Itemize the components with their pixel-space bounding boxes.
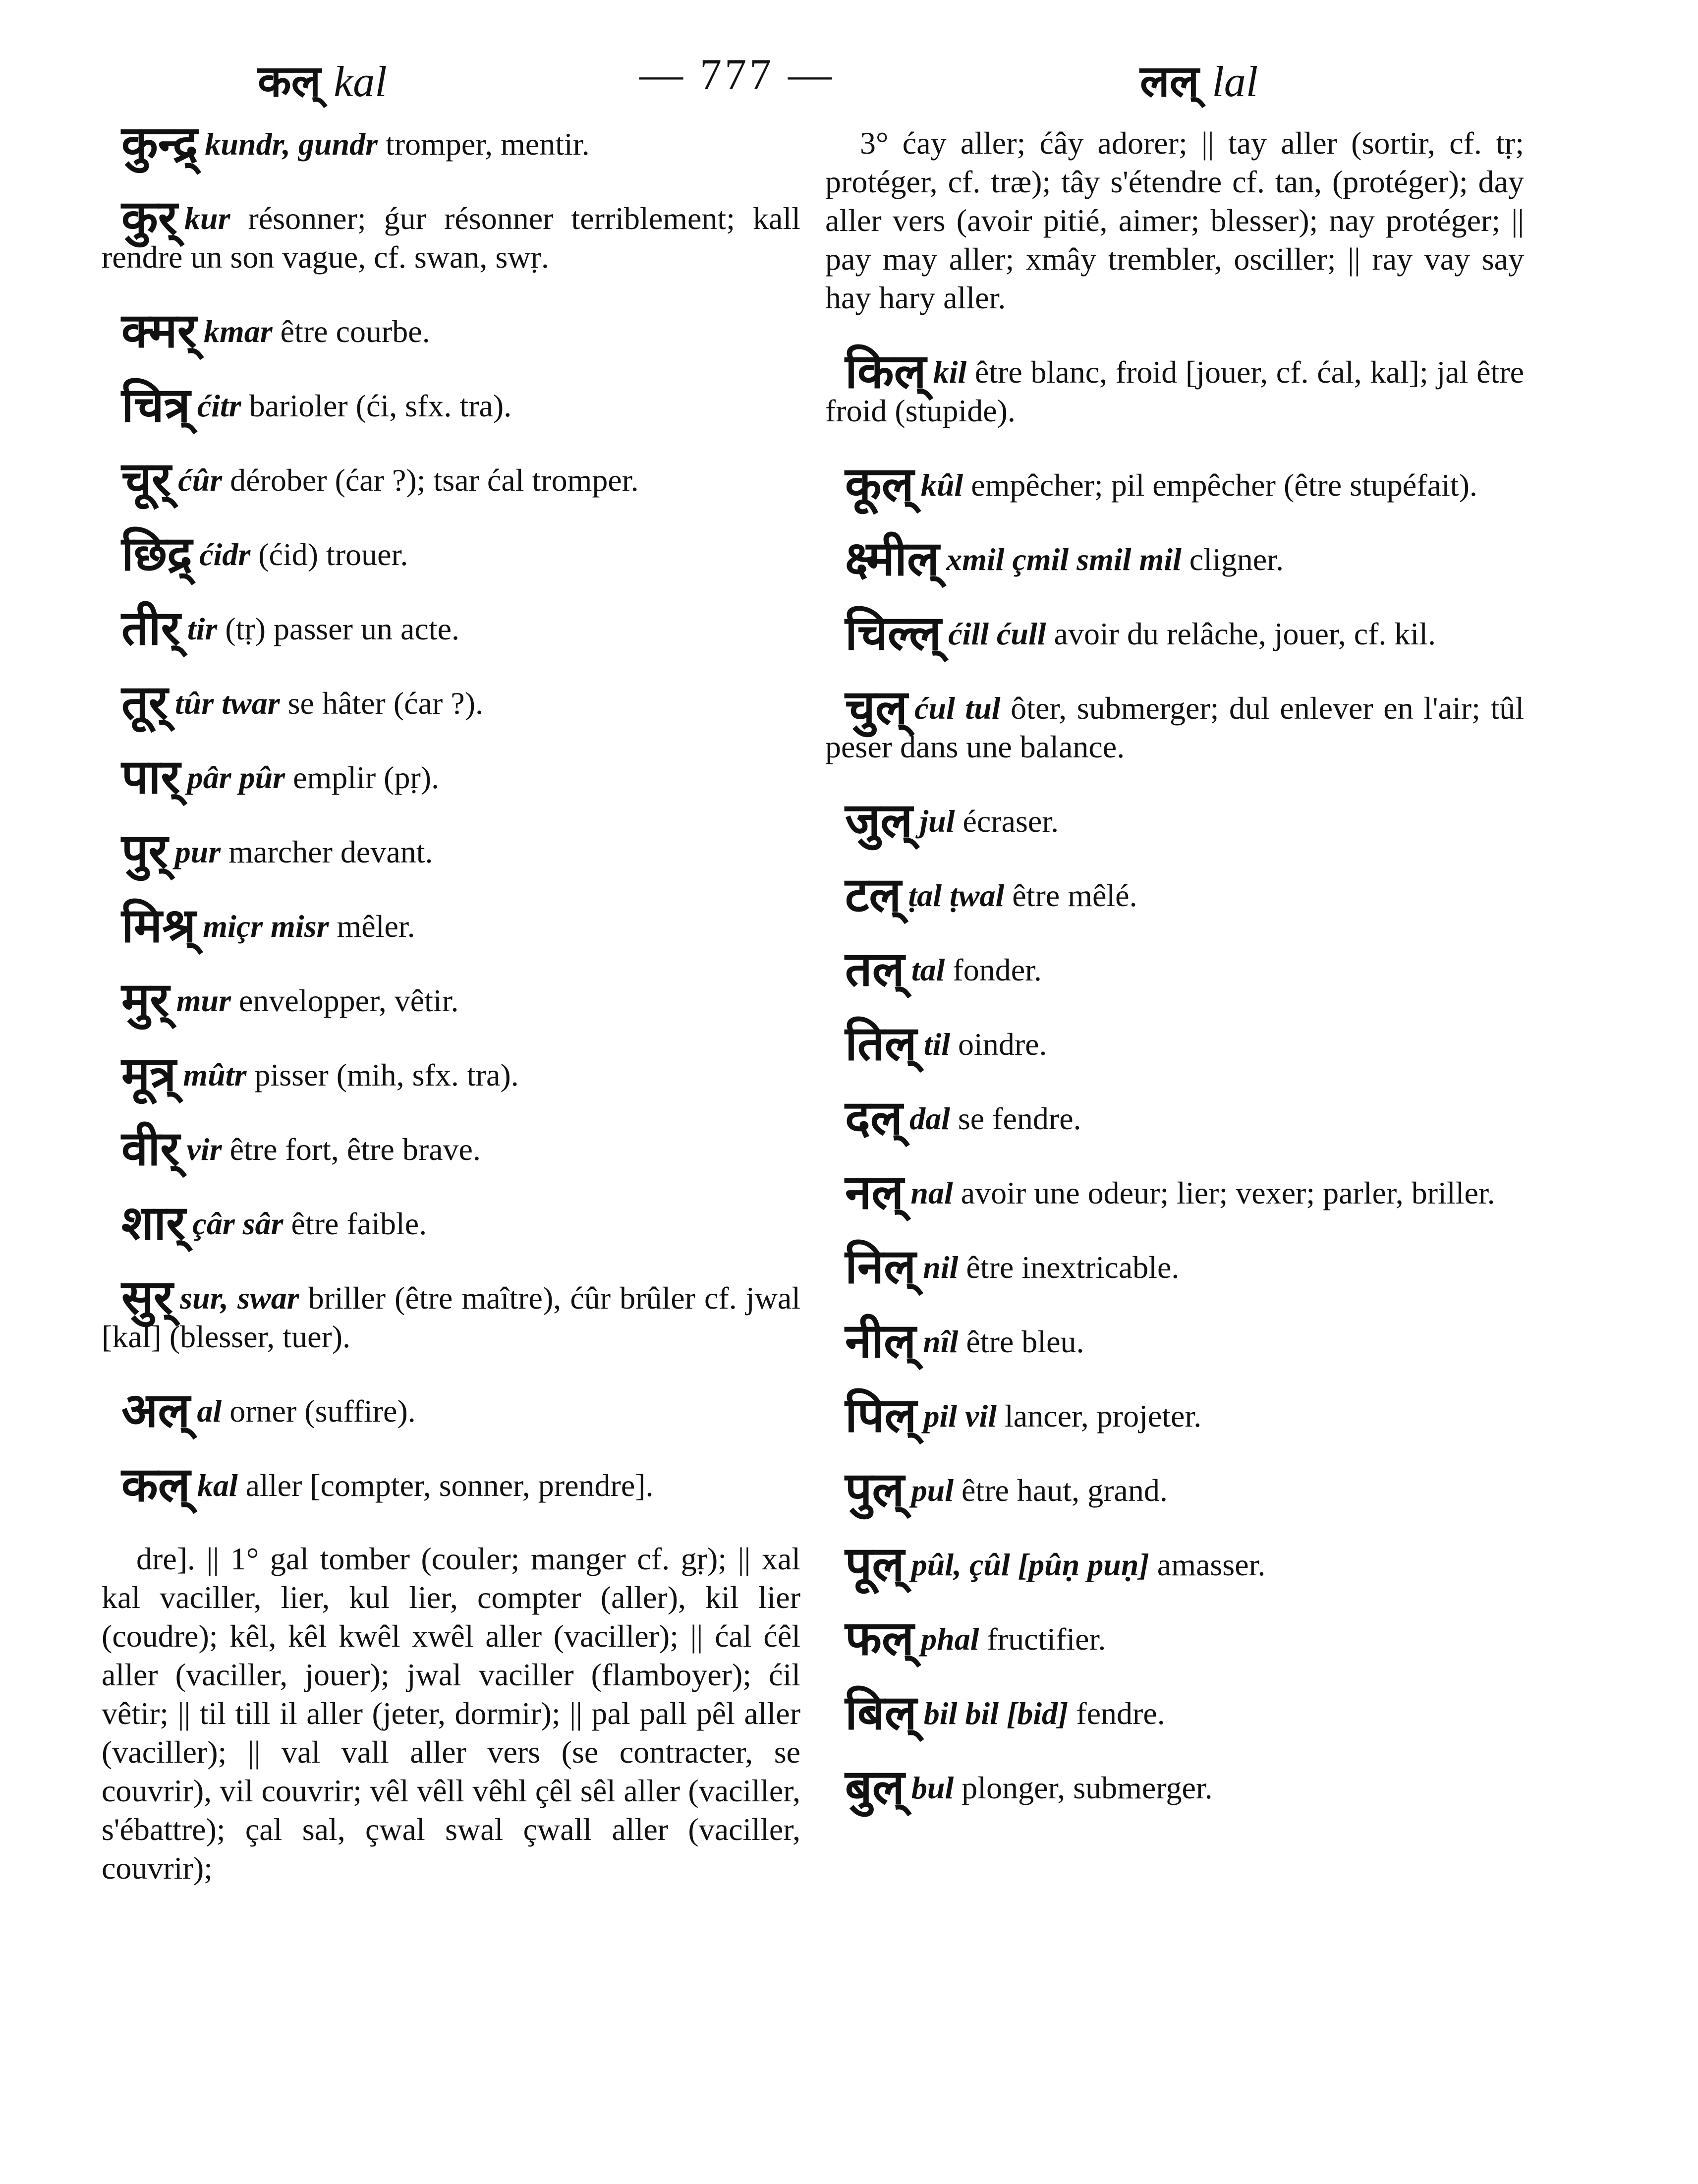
entry-headword-devanagari: कुन्द्र् xyxy=(121,115,198,171)
dictionary-entry xyxy=(825,680,1525,766)
entry-headword-devanagari: सुर् xyxy=(121,1269,173,1325)
page-number: — 777 — xyxy=(639,51,835,99)
entry-roots: pâr pûr xyxy=(187,760,285,795)
entry-headword-devanagari: मुर् xyxy=(121,972,170,1028)
entry-roots: tûr twar xyxy=(174,686,280,721)
running-header xyxy=(99,40,1536,109)
entry-definition: oindre. xyxy=(950,1027,1047,1062)
dictionary-entry xyxy=(102,377,800,433)
entry-headword-devanagari: निल् xyxy=(845,1239,916,1294)
entry-roots: al xyxy=(197,1393,222,1429)
entry-roots: kal xyxy=(197,1468,238,1503)
entry-definition: briller (être maître), ćûr brûler cf. jwal [kal] (blesser, tuer). xyxy=(102,1280,801,1354)
entry-headword-devanagari: बिल् xyxy=(845,1685,917,1740)
entry-roots: mur xyxy=(176,983,231,1018)
dictionary-entry xyxy=(102,1382,800,1438)
entry-roots: sur, swar xyxy=(180,1280,299,1316)
entry-definition: ôter, submerger; dul enlever en l'air; tûl peser dans une balance. xyxy=(825,690,1525,764)
entry-definition: se fendre. xyxy=(950,1101,1081,1136)
entry-definition: lancer, projeter. xyxy=(997,1398,1202,1434)
entry-headword-devanagari: पुर् xyxy=(121,823,168,879)
header-left xyxy=(258,50,387,109)
header-right-roman: lal xyxy=(1212,58,1258,106)
entry-definition: fendre. xyxy=(1068,1696,1165,1731)
entry-roots: nil xyxy=(923,1250,959,1285)
entry-roots: kmar xyxy=(203,314,273,349)
dictionary-entry xyxy=(825,1462,1524,1517)
entry-roots: ćitr xyxy=(197,388,241,423)
entry-definition: tromper, mentir. xyxy=(378,126,590,162)
entry-definition: être courbe. xyxy=(272,314,430,349)
dictionary-entry xyxy=(825,1016,1524,1071)
entry-headword-devanagari: कुर् xyxy=(121,190,177,245)
entry-definition: fructifier. xyxy=(979,1621,1106,1657)
dictionary-entry xyxy=(102,1046,800,1102)
entry-definition: avoir du relâche, jouer, cf. kil. xyxy=(1046,616,1436,651)
entry-roots: tal xyxy=(911,952,945,987)
left-column xyxy=(102,115,801,1922)
entry-definition: être fort, être brave. xyxy=(222,1132,481,1167)
entry-headword-devanagari: नल् xyxy=(845,1164,904,1220)
entry-definition: être mêlé. xyxy=(1004,878,1137,913)
entry-headword-devanagari: चुल् xyxy=(845,680,908,735)
header-left-roman: kal xyxy=(334,58,387,106)
entry-definition: (tṛ) passer un acte. xyxy=(217,611,459,646)
dictionary-entry xyxy=(825,1313,1524,1369)
entry-headword-devanagari: बुल् xyxy=(845,1759,905,1815)
entry-roots: ćill ćull xyxy=(948,616,1046,651)
dictionary-entry xyxy=(102,1195,800,1251)
entry-roots: xmil çmil smil mil xyxy=(946,542,1182,577)
entry-roots: bul xyxy=(911,1770,954,1805)
entry-headword-devanagari: जुल् xyxy=(845,793,913,848)
entry-headword-devanagari: मूत्र् xyxy=(121,1046,176,1102)
entry-headword-devanagari: चूर् xyxy=(121,452,171,507)
entry-roots: phal xyxy=(921,1621,979,1657)
entry-roots: jul xyxy=(919,804,955,839)
entry-definition: fonder. xyxy=(945,952,1042,987)
entry-roots: nal xyxy=(910,1175,953,1210)
entry-roots: dal xyxy=(909,1101,950,1136)
entry-headword-devanagari: नील् xyxy=(845,1313,916,1369)
dictionary-entry xyxy=(825,1387,1524,1443)
entry-roots: çâr sâr xyxy=(192,1206,283,1241)
continuation-text: 3° ćay aller; ćây adorer; || tay aller (sortir, cf. tṛ; protéger, cf. træ); tây s'étendre cf. tan, (protéger); day aller vers (avoir pitié, aimer; blesser); nay protéger; || pay may aller; xmây trembler, osciller; || ray vay say hay hary aller. xyxy=(825,125,1524,315)
entry-roots: ćul tul xyxy=(914,690,1001,726)
entry-headword-devanagari: दल् xyxy=(845,1090,903,1146)
entry-roots: kur xyxy=(184,201,230,236)
entry-headword-devanagari: चिल्ल् xyxy=(845,605,942,661)
dictionary-entry xyxy=(102,526,800,581)
dictionary-entry xyxy=(825,793,1524,848)
dictionary-entry xyxy=(102,600,800,656)
dictionary-entry xyxy=(825,1685,1524,1740)
dictionary-entry xyxy=(102,898,800,953)
entry-roots: pûl, çûl [pûṇ puṇ] xyxy=(911,1547,1149,1582)
header-right xyxy=(1140,50,1258,109)
entry-definition: être blanc, froid [jouer, cf. ćal, kal]; jal être froid (stupide). xyxy=(825,354,1524,428)
entry-roots: ćidr xyxy=(199,537,251,572)
entry-headword-devanagari: किल् xyxy=(845,344,926,399)
entry-headword-devanagari: कल् xyxy=(121,1457,190,1512)
header-left-devanagari: कल् xyxy=(258,56,321,107)
entry-definition: emplir (pṛ). xyxy=(285,760,440,795)
entry-definition: aller [compter, sonner, prendre]. xyxy=(237,1468,654,1503)
entry-roots: kundr, gundr xyxy=(205,126,378,162)
entry-headword-devanagari: क्ष्मील् xyxy=(845,531,940,586)
entry-definition: résonner; ǵur résonner terriblement; kall rendre un son vague, cf. swan, swṛ. xyxy=(102,201,800,275)
dictionary-entry xyxy=(102,303,800,358)
entry-headword-devanagari: मिश्र् xyxy=(121,898,196,953)
entry-roots: pur xyxy=(174,834,221,869)
entry-definition: mêler. xyxy=(329,909,415,944)
dictionary-entry xyxy=(825,344,1524,430)
entry-headword-devanagari: तीर् xyxy=(121,600,180,656)
entry-headword-devanagari: पुल् xyxy=(845,1462,905,1517)
entry-roots: ṭal ṭwal xyxy=(908,878,1005,913)
dictionary-entry xyxy=(825,1090,1524,1146)
entry-roots: pil vil xyxy=(923,1398,997,1434)
entry-headword-devanagari: तल् xyxy=(845,941,905,997)
entry-definition: se hâter (ćar ?). xyxy=(280,686,484,721)
entry-definition: amasser. xyxy=(1149,1547,1266,1582)
entry-roots: ćûr xyxy=(178,462,223,498)
dictionary-entry xyxy=(102,675,800,730)
entry-headword-devanagari: कूल् xyxy=(845,457,914,512)
entry-roots: miçr misr xyxy=(203,909,329,944)
entry-definition: être inextricable. xyxy=(958,1250,1180,1285)
dictionary-entry xyxy=(102,115,800,171)
dictionary-entry xyxy=(102,1269,801,1356)
entry-roots: kûl xyxy=(920,467,963,503)
continuation-text: dre]. || 1° gal tomber (couler; manger cf. gṛ); || xal kal vaciller, lier, kul lier, compter (aller), kil lier (coudre); kêl, kêl kwêl xwêl aller (vaciller); || ćal ćêl aller (vaciller, jouer); jwal vaciller (flamboyer); ćil vêtir; || til till il aller (jeter, dormir); || pal pall pêl aller (vaciller); || val vall aller vers (se contracter, se couvrir), vil couvrir; vêl vêll vêhl çêl sêl aller (vaciller, s'ébattre); çal sal, çwal swal çwall aller (vaciller, couvrir); xyxy=(102,1541,800,1886)
entry-definition: cligner. xyxy=(1181,542,1284,577)
entry-headword-devanagari: तूर् xyxy=(121,675,168,730)
entry-headword-devanagari: क्मर् xyxy=(121,303,197,358)
entry-roots: bil bil [bid] xyxy=(923,1696,1069,1731)
entry-definition: marcher devant. xyxy=(221,834,433,869)
dictionary-entry xyxy=(102,823,800,879)
entry-definition: dérober (ćar ?); tsar ćal tromper. xyxy=(222,462,639,498)
dictionary-entry xyxy=(102,1457,800,1512)
header-right-devanagari: लल् xyxy=(1140,56,1199,107)
entry-definition: écraser. xyxy=(955,804,1059,839)
dictionary-entry xyxy=(102,190,800,277)
dictionary-entry xyxy=(825,605,1524,661)
dictionary-entry xyxy=(102,452,800,507)
entry-headword-devanagari: टल् xyxy=(845,867,902,922)
entry-definition: avoir une odeur; lier; vexer; parler, briller. xyxy=(953,1175,1495,1210)
entry-headword-devanagari: शार् xyxy=(121,1195,186,1251)
dictionary-entry xyxy=(102,972,800,1028)
entry-roots: til xyxy=(923,1027,951,1062)
entry-roots: vir xyxy=(186,1132,222,1167)
entry-headword-devanagari: तिल् xyxy=(845,1016,917,1071)
dictionary-entry xyxy=(825,1536,1524,1592)
dictionary-entry xyxy=(825,867,1524,922)
entry-definition: empêcher; pil empêcher (être stupéfait). xyxy=(963,467,1477,503)
dictionary-entry xyxy=(102,749,800,805)
entry-roots: mûtr xyxy=(183,1057,247,1092)
entry-roots: pul xyxy=(911,1473,954,1508)
entry-headword-devanagari: पार् xyxy=(121,749,180,805)
entry-headword-devanagari: अल् xyxy=(121,1382,190,1438)
entry-definition: être haut, grand. xyxy=(954,1473,1168,1508)
dictionary-entry xyxy=(825,1239,1524,1294)
dictionary-entry xyxy=(825,531,1524,586)
dictionary-entry xyxy=(825,1610,1524,1666)
entry-headword-devanagari: छिद्र् xyxy=(121,526,193,581)
right-column xyxy=(825,124,1524,1842)
entry-roots: nîl xyxy=(923,1324,959,1359)
entry-definition: barioler (ći, sfx. tra). xyxy=(241,388,512,423)
entry-roots: kil xyxy=(933,354,967,390)
entry-roots: tir xyxy=(187,611,218,646)
entry-definition: orner (suffire). xyxy=(222,1393,416,1429)
continuation-paragraph xyxy=(825,124,1524,317)
dictionary-entry xyxy=(825,457,1524,512)
entry-headword-devanagari: वीर् xyxy=(121,1121,180,1176)
entry-definition: plonger, submerger. xyxy=(954,1770,1213,1805)
entry-definition: pisser (mih, sfx. tra). xyxy=(246,1057,519,1092)
entry-definition: envelopper, vêtir. xyxy=(230,983,459,1018)
continuation-paragraph xyxy=(102,1540,800,1888)
entry-headword-devanagari: चित्र् xyxy=(121,377,190,433)
dictionary-entry xyxy=(102,1121,800,1176)
entry-headword-devanagari: पूल् xyxy=(845,1536,905,1592)
entry-definition: être faible. xyxy=(283,1206,427,1241)
dictionary-entry xyxy=(825,941,1524,997)
dictionary-entry xyxy=(825,1759,1524,1815)
dictionary-entry xyxy=(825,1164,1524,1220)
entry-definition: être bleu. xyxy=(958,1324,1084,1359)
entry-definition: (ćid) trouer. xyxy=(250,537,408,572)
entry-headword-devanagari: फल् xyxy=(845,1610,914,1666)
entry-headword-devanagari: पिल् xyxy=(845,1387,917,1443)
